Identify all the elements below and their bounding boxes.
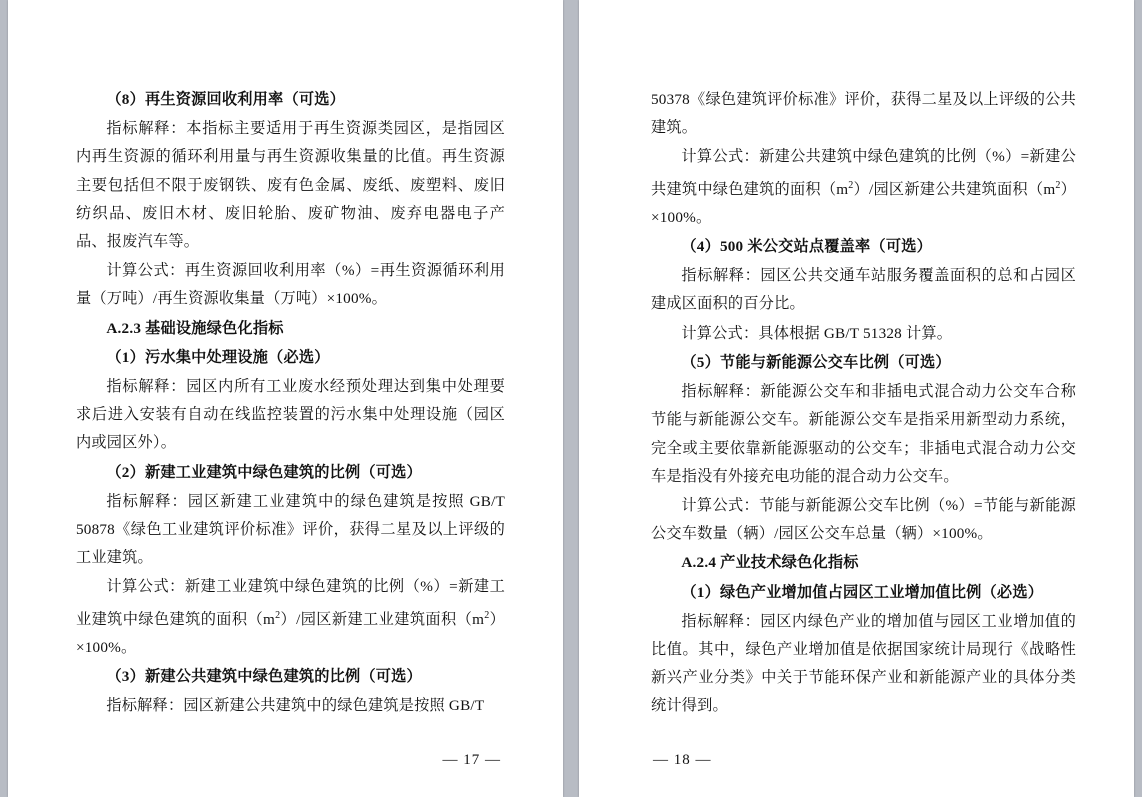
text-run-bold: A.2.4 产业技术绿色化指标 — [681, 554, 859, 572]
paragraph — [76, 315, 505, 343]
text-run-bold: （2）新建工业建筑中绿色建筑的比例（可选） — [106, 463, 422, 481]
text-run: 计算公式：再生资源回收利用率（%）=再生资源循环利用量（万吨）/再生资源收集量（万吨）×100%。 — [76, 262, 505, 308]
paragraph — [651, 349, 1076, 377]
text-run: ）/园区新建公共建筑面积（m — [853, 180, 1056, 198]
text-run: ）×100%。 — [651, 180, 1076, 226]
paragraph — [651, 492, 1076, 548]
paragraph — [76, 663, 505, 691]
paragraph — [76, 692, 505, 720]
paragraph — [651, 320, 1076, 348]
superscript: 2 — [484, 609, 490, 621]
text-run: ）/园区新建工业建筑面积（m — [280, 610, 485, 628]
page-right-number: — 18 — — [653, 752, 712, 768]
text-run-bold: （8）再生资源回收利用率（可选） — [106, 91, 345, 108]
superscript: 2 — [275, 609, 281, 621]
text-run: 指标解释：本指标主要适用于再生资源类园区，是指园区内再生资源的循环利用量与再生资源收集量的比值。再生资源主要包括但不限于废钢铁、废有色金属、废纸、废塑料、废旧纺织品、废旧木材、废旧轮胎、废矿物油、废弃电器电子产品、报废汽车等。 — [76, 120, 505, 251]
paragraph — [651, 233, 1076, 261]
paragraph — [651, 549, 1076, 577]
paragraph — [651, 608, 1076, 721]
page-right-body — [651, 86, 1076, 737]
text-run: 指标解释：园区新建公共建筑中的绿色建筑是按照 GB/T — [106, 697, 485, 715]
text-run: 计算公式：节能与新能源公交车比例（%）=节能与新能源公交车数量（辆）/园区公交车总量（辆）×100%。 — [651, 496, 1076, 543]
text-run: ）×100%。 — [76, 610, 505, 656]
paragraph — [651, 143, 1076, 232]
paragraph — [76, 86, 505, 114]
text-run-bold: （5）节能与新能源公交车比例（可选） — [681, 353, 951, 371]
text-run: 指标解释：园区新建工业建筑中的绿色建筑是按照 GB/T 50878《绿色工业建筑评价标准》评价，获得二星及以上评级的工业建筑。 — [76, 492, 505, 567]
paragraph — [76, 257, 505, 313]
paragraph — [76, 344, 505, 372]
text-run: 50378《绿色建筑评价标准》评价，获得二星及以上评级的公共建筑。 — [651, 91, 1076, 137]
text-run-bold: A.2.3 基础设施绿色化指标 — [106, 319, 284, 337]
text-run-bold: （1）污水集中处理设施（必选） — [106, 348, 330, 366]
page-right — [579, 0, 1134, 797]
text-run: 指标解释：园区内所有工业废水经预处理达到集中处理要求后进入安装有自动在线监控装置的污水集中处理设施（园区内或园区外）。 — [76, 378, 505, 452]
text-run-bold: （1）绿色产业增加值占园区工业增加值比例（必选） — [681, 583, 1044, 601]
text-run: 指标解释：园区内绿色产业的增加值与园区工业增加值的比值。其中，绿色产业增加值是依据国家统计局现行《战略性新兴产业分类》中关于节能环保产业和新能源产业的具体分类统计得到。 — [651, 612, 1076, 715]
text-run: 计算公式：新建工业建筑中绿色建筑的比例（%）=新建工业建筑中绿色建筑的面积（m — [76, 578, 505, 628]
text-run: 计算公式：具体根据 GB/T 51328 计算。 — [681, 324, 953, 342]
page-left-body — [76, 86, 505, 737]
superscript: 2 — [848, 179, 854, 191]
paragraph — [651, 579, 1076, 607]
paragraph — [76, 373, 505, 458]
page-left — [8, 0, 563, 797]
page-left-number: — 17 — — [442, 752, 501, 768]
superscript: 2 — [1055, 179, 1061, 191]
paragraph — [76, 115, 505, 256]
text-run-bold: （4）500 米公交站点覆盖率（可选） — [681, 238, 932, 256]
text-run: 指标解释：新能源公交车和非插电式混合动力公交车合称节能与新能源公交车。新能源公交车是指采用新型动力系统，完全或主要依靠新能源驱动的公交车；非插电式混合动力公交车是指没有外接充电功能的混合动力公交车。 — [651, 383, 1076, 485]
text-run-bold: （3）新建公共建筑中绿色建筑的比例（可选） — [106, 668, 422, 686]
paragraph — [651, 378, 1076, 491]
paragraph — [76, 573, 505, 662]
text-run: 指标解释：园区公共交通车站服务覆盖面积的总和占园区建成区面积的百分比。 — [651, 267, 1076, 313]
paragraph — [651, 262, 1076, 318]
paragraph — [76, 488, 505, 573]
paragraph — [651, 86, 1076, 142]
text-run: 计算公式：新建公共建筑中绿色建筑的比例（%）=新建公共建筑中绿色建筑的面积（m — [651, 148, 1076, 198]
paragraph — [76, 459, 505, 487]
